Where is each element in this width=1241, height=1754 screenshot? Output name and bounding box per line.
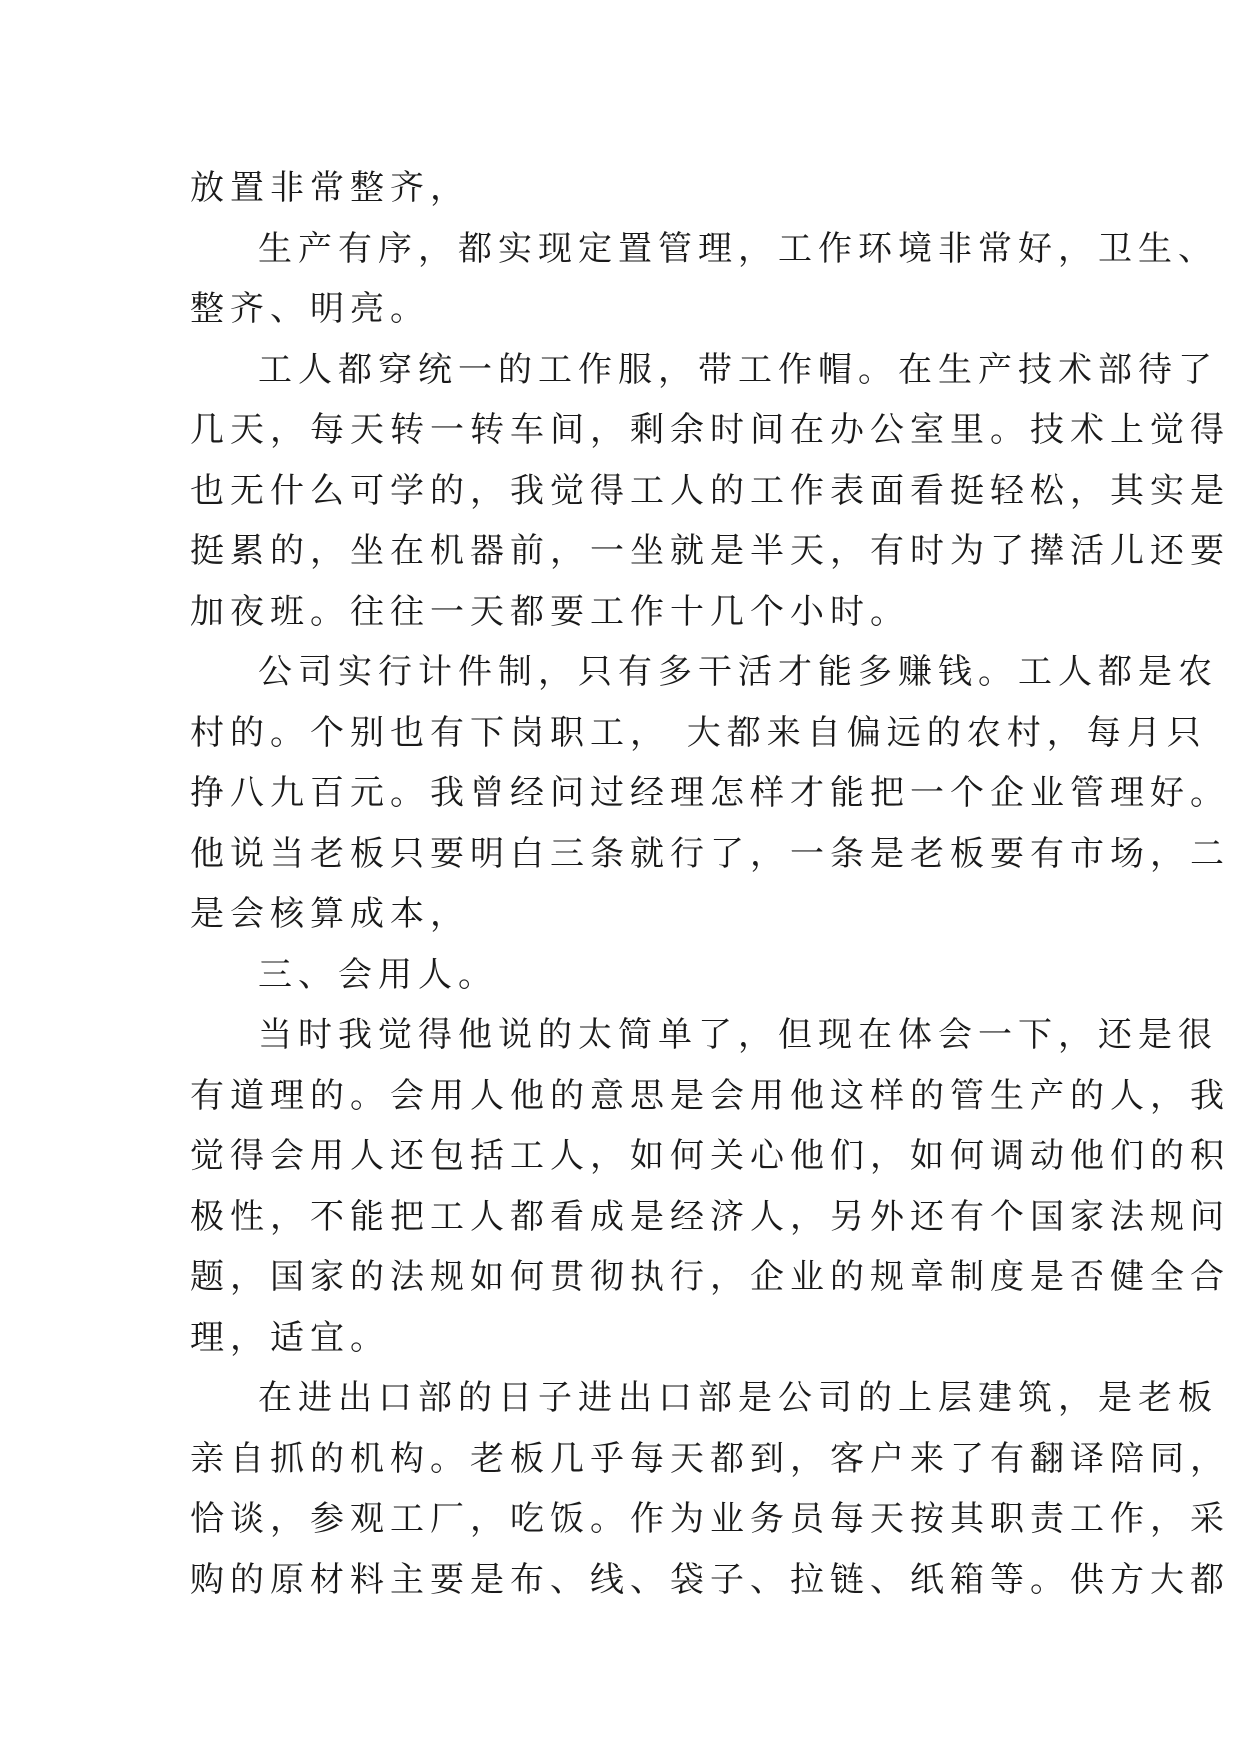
- text-line: 挺累的，坐在机器前，一坐就是半天，有时为了撵活儿还要: [190, 531, 1230, 571]
- text-line: 觉得会用人还包括工人，如何关心他们，如何调动他们的积: [190, 1136, 1230, 1176]
- paragraph-start-line: 在进出口部的日子进出口部是公司的上层建筑，是老板: [258, 1378, 1218, 1418]
- text-line: 他说当老板只要明白三条就行了，一条是老板要有市场，二: [190, 833, 1230, 874]
- text-line: 有道理的。会用人他的意思是会用他这样的管生产的人，我: [190, 1075, 1230, 1116]
- text-line: 恰谈，参观工厂，吃饭。作为业务员每天按其职责工作，采: [190, 1499, 1230, 1539]
- text-line: 也无什么可学的，我觉得工人的工作表面看挺轻松，其实是: [190, 470, 1230, 511]
- text-line: 整齐、明亮。: [190, 289, 430, 329]
- text-line: 理，适宜。: [190, 1317, 390, 1358]
- body-text: [190, 158, 1230, 1610]
- text-line: 购的原材料主要是布、线、袋子、拉链、纸箱等。供方大都: [190, 1559, 1230, 1600]
- text-line: 亲自抓的机构。老板几乎每天都到，客户来了有翻译陪同，: [190, 1438, 1230, 1479]
- text-line: 加夜班。往往一天都要工作十几个小时。: [190, 591, 910, 632]
- paragraph-start-line: 当时我觉得他说的太简单了，但现在体会一下，还是很: [258, 1015, 1218, 1055]
- text-line: 是会核算成本，: [190, 894, 470, 934]
- text-line: 题，国家的法规如何贯彻执行，企业的规章制度是否健全合: [190, 1257, 1230, 1297]
- paragraph-start-line: 生产有序，都实现定置管理，工作环境非常好，卫生、: [258, 228, 1218, 269]
- paragraph-start-line: 工人都穿统一的工作服，带工作帽。在生产技术部待了: [258, 349, 1218, 390]
- paragraph-start-line: 三、会用人。: [258, 954, 498, 995]
- text-line: 几天，每天转一转车间，剩余时间在办公室里。技术上觉得: [190, 410, 1230, 450]
- text-line: 挣八九百元。我曾经问过经理怎样才能把一个企业管理好。: [190, 773, 1230, 813]
- text-line: 放置非常整齐，: [190, 168, 470, 208]
- text-line: 极性，不能把工人都看成是经济人，另外还有个国家法规问: [190, 1196, 1230, 1237]
- text-line: 村的。个别也有下岗职工， 大都来自偏远的农村，每月只: [190, 712, 1207, 753]
- paragraph-start-line: 公司实行计件制，只有多干活才能多赚钱。工人都是农: [258, 652, 1218, 692]
